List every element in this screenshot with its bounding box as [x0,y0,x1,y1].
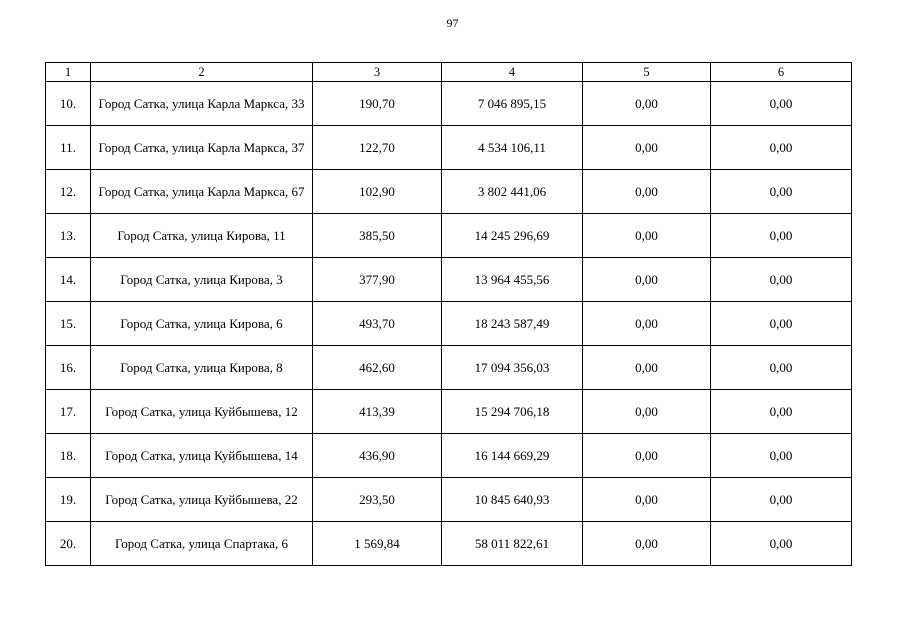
table-row [46,522,852,566]
row-number-cell: 14. [46,258,91,302]
cost-cell: 17 094 356,03 [442,346,583,390]
cost-cell: 3 802 441,06 [442,170,583,214]
table-row [46,126,852,170]
column-5-cell: 0,00 [583,346,711,390]
address-cell: Город Сатка, улица Кирова, 6 [91,302,313,346]
cost-cell: 15 294 706,18 [442,390,583,434]
cost-cell: 4 534 106,11 [442,126,583,170]
row-number-cell: 10. [46,82,91,126]
table-row [46,346,852,390]
area-cell: 190,70 [313,82,442,126]
area-cell: 122,70 [313,126,442,170]
area-cell: 1 569,84 [313,522,442,566]
column-5-cell: 0,00 [583,126,711,170]
address-cell: Город Сатка, улица Куйбышева, 22 [91,478,313,522]
area-cell: 385,50 [313,214,442,258]
table-row [46,170,852,214]
address-cell: Город Сатка, улица Кирова, 3 [91,258,313,302]
row-number-cell: 16. [46,346,91,390]
column-6-cell: 0,00 [711,258,852,302]
row-number-cell: 19. [46,478,91,522]
row-number-cell: 17. [46,390,91,434]
column-6-cell: 0,00 [711,126,852,170]
column-header: 5 [583,63,711,82]
column-header: 6 [711,63,852,82]
row-number-cell: 12. [46,170,91,214]
row-number-cell: 11. [46,126,91,170]
column-5-cell: 0,00 [583,214,711,258]
cost-cell: 10 845 640,93 [442,478,583,522]
table-row [46,82,852,126]
row-number-cell: 20. [46,522,91,566]
column-6-cell: 0,00 [711,522,852,566]
address-cell: Город Сатка, улица Кирова, 8 [91,346,313,390]
column-6-cell: 0,00 [711,302,852,346]
column-6-cell: 0,00 [711,434,852,478]
address-cell: Город Сатка, улица Карла Маркса, 67 [91,170,313,214]
address-cell: Город Сатка, улица Куйбышева, 14 [91,434,313,478]
table-row [46,478,852,522]
column-5-cell: 0,00 [583,302,711,346]
table-header-row [46,63,852,82]
table-row [46,258,852,302]
column-6-cell: 0,00 [711,390,852,434]
column-header: 2 [91,63,313,82]
row-number-cell: 18. [46,434,91,478]
area-cell: 493,70 [313,302,442,346]
area-cell: 413,39 [313,390,442,434]
cost-cell: 14 245 296,69 [442,214,583,258]
row-number-cell: 13. [46,214,91,258]
table-row [46,214,852,258]
column-6-cell: 0,00 [711,478,852,522]
table-row [46,302,852,346]
column-5-cell: 0,00 [583,434,711,478]
page-number: 97 [446,16,459,30]
area-cell: 436,90 [313,434,442,478]
column-6-cell: 0,00 [711,82,852,126]
column-6-cell: 0,00 [711,170,852,214]
area-cell: 377,90 [313,258,442,302]
column-5-cell: 0,00 [583,82,711,126]
column-5-cell: 0,00 [583,522,711,566]
address-cell: Город Сатка, улица Карла Маркса, 33 [91,82,313,126]
column-6-cell: 0,00 [711,214,852,258]
address-cell: Город Сатка, улица Спартака, 6 [91,522,313,566]
area-cell: 462,60 [313,346,442,390]
cost-cell: 7 046 895,15 [442,82,583,126]
column-header: 4 [442,63,583,82]
area-cell: 293,50 [313,478,442,522]
column-6-cell: 0,00 [711,346,852,390]
column-header: 1 [46,63,91,82]
table-row [46,434,852,478]
table-row [46,390,852,434]
column-5-cell: 0,00 [583,390,711,434]
address-cell: Город Сатка, улица Куйбышева, 12 [91,390,313,434]
data-table [45,62,852,566]
row-number-cell: 15. [46,302,91,346]
cost-cell: 58 011 822,61 [442,522,583,566]
column-5-cell: 0,00 [583,170,711,214]
cost-cell: 13 964 455,56 [442,258,583,302]
column-5-cell: 0,00 [583,258,711,302]
column-5-cell: 0,00 [583,478,711,522]
area-cell: 102,90 [313,170,442,214]
cost-cell: 16 144 669,29 [442,434,583,478]
address-cell: Город Сатка, улица Кирова, 11 [91,214,313,258]
cost-cell: 18 243 587,49 [442,302,583,346]
column-header: 3 [313,63,442,82]
address-cell: Город Сатка, улица Карла Маркса, 37 [91,126,313,170]
